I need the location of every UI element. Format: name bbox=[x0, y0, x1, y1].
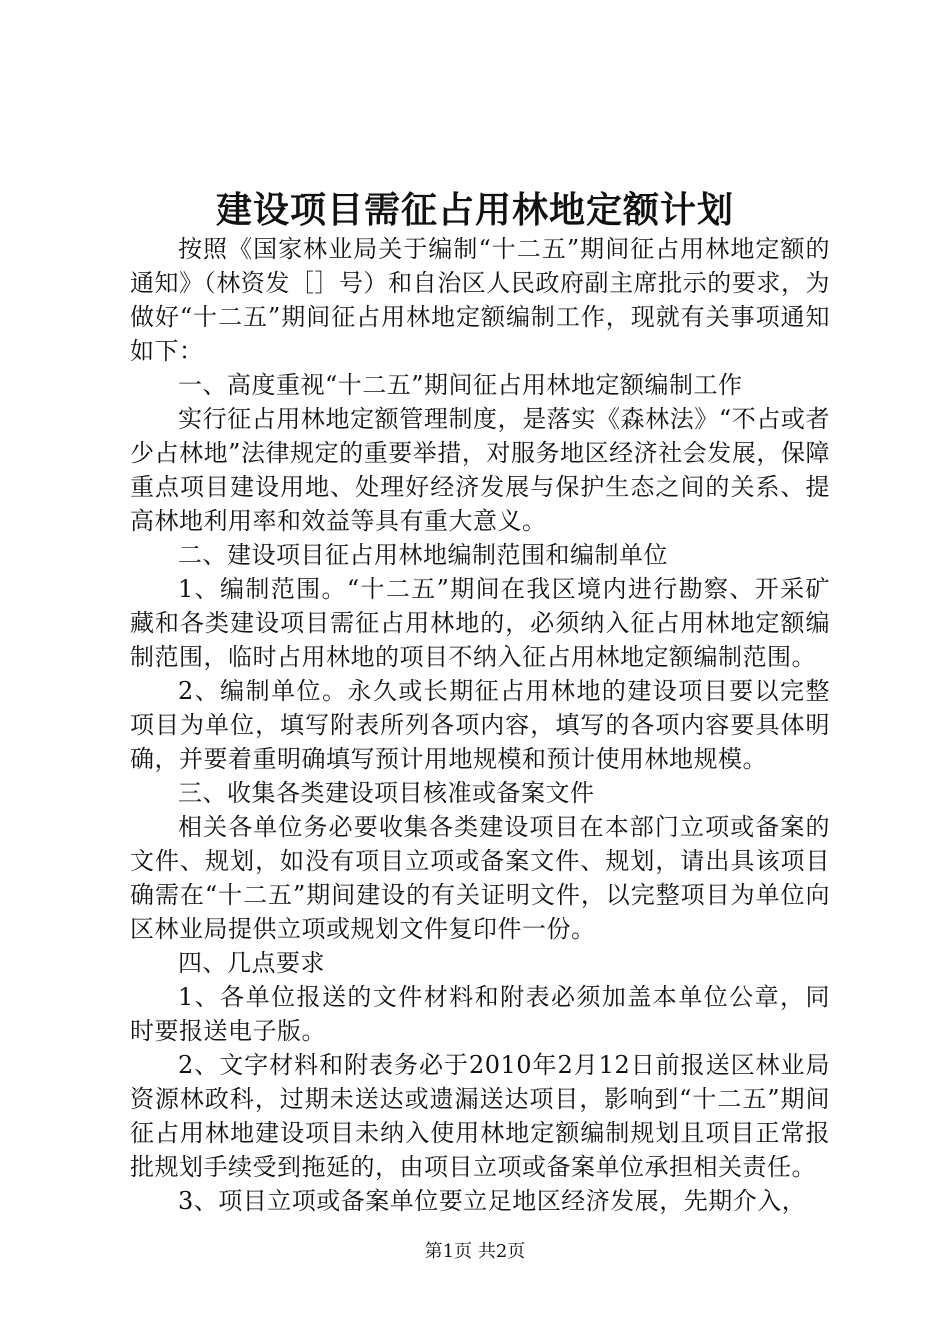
section-3-paragraph: 相关各单位务必要收集各类建设项目在本部门立项或备案的文件、规划，如没有项目立项或备案文件、规划，请出具该项目确需在“十二五”期间建设的有关证明文件，以完整项目为单位向区林业局提供立项或规划文件复印件一份。 bbox=[130, 813, 830, 943]
requirement-item-2: 2、文字材料和附表务必于2010年2月12日前报送区林业局资源林政科，过期未送达或遗漏送达项目，影响到“十二五”期间征占用林地建设项目未纳入使用林地定额编制规划且项目正常报批规划手续受到拖延的，由项目立项或备案单位承担相关责任。 bbox=[130, 1051, 830, 1181]
section-2-item-1: 1、编制范围。“十二五”期间在我区境内进行勘察、开采矿藏和各类建设项目需征占用林地的，必须纳入征占用林地定额编制范围，临时占用林地的项目不纳入征占用林地定额编制范围。 bbox=[130, 575, 830, 671]
intro-paragraph: 按照《国家林业局关于编制“十二五”期间征占用林地定额的通知》（林资发［］号）和自治区人民政府副主席批示的要求，为做好“十二五”期间征占用林地定额编制工作，现就有关事项通知如下： bbox=[130, 235, 830, 365]
section-heading-3: 三、收集各类建设项目核准或备案文件 bbox=[178, 779, 595, 807]
section-heading-2: 二、建设项目征占用林地编制范围和编制单位 bbox=[178, 541, 668, 569]
section-heading-1: 一、高度重视“十二五”期间征占用林地定额编制工作 bbox=[178, 371, 743, 399]
page-number-footer: 第1页 共2页 bbox=[424, 1241, 526, 1262]
document-title: 建设项目需征占用林地定额计划 bbox=[215, 189, 734, 231]
section-2-item-2: 2、编制单位。永久或长期征占用林地的建设项目要以完整项目为单位，填写附表所列各项内容，填写的各项内容要具体明确，并要着重明确填写预计用地规模和预计使用林地规模。 bbox=[130, 677, 830, 773]
requirement-item-1: 1、各单位报送的文件材料和附表必须加盖本单位公章，同时要报送电子版。 bbox=[130, 983, 830, 1045]
document-body bbox=[130, 232, 830, 1218]
requirement-item-3: 3、项目立项或备案单位要立足地区经济发展，先期介入， bbox=[178, 1187, 807, 1215]
section-1-paragraph: 实行征占用林地定额管理制度，是落实《森林法》“不占或者少占林地”法律规定的重要举措，对服务地区经济社会发展，保障重点项目建设用地、处理好经济发展与保护生态之间的关系、提高林地利用率和效益等具有重大意义。 bbox=[130, 405, 830, 535]
section-heading-4: 四、几点要求 bbox=[178, 949, 325, 977]
